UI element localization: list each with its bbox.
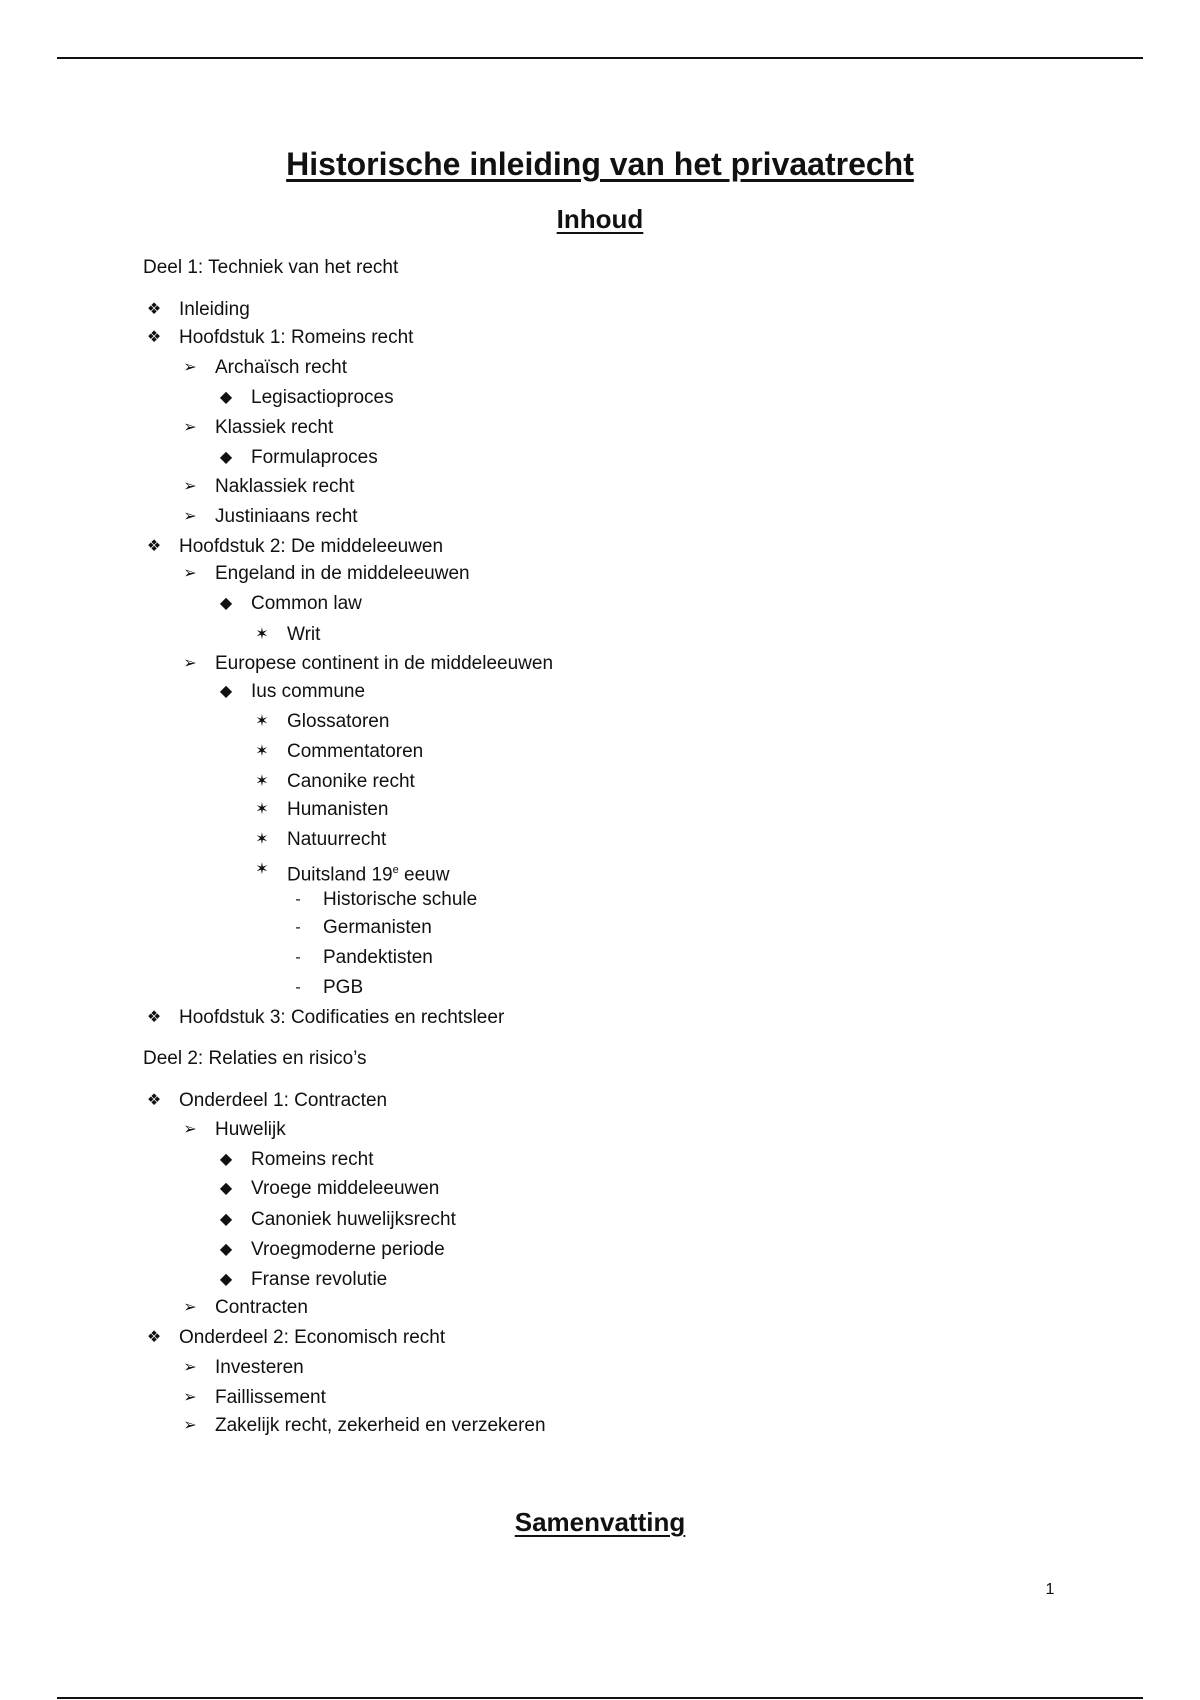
arrowhead-bullet-icon: ➢ (183, 419, 197, 436)
toc-item-text: Investeren (215, 1357, 304, 1378)
arrowhead-bullet-icon: ➢ (183, 1417, 197, 1434)
toc-item-text: Contracten (215, 1297, 308, 1318)
dash-bullet-icon: - (295, 949, 301, 966)
toc-item-label (251, 386, 394, 410)
dash-bullet-icon: - (295, 891, 301, 908)
toc-item-label (215, 1356, 304, 1380)
toc-item-text: Naklassiek recht (215, 476, 355, 497)
toc-item-text: Commentatoren (287, 741, 424, 762)
toc-item-text: Europese continent in de middeleeuwen (215, 653, 554, 674)
page-number: 1 (1045, 1581, 1055, 1598)
toc-item-text: Archaïsch recht (215, 357, 347, 378)
toc-item-text: Writ (287, 624, 321, 645)
diamond-cluster-bullet-icon: ❖ (146, 1009, 162, 1026)
contents-heading: Inhoud (556, 204, 644, 234)
toc-item-label (179, 1089, 387, 1113)
toc-item-label (323, 946, 433, 970)
toc-item-text: PGB (323, 977, 364, 998)
toc-item-label (215, 416, 333, 440)
toc-item-text: Hoofdstuk 2: De middeleeuwen (179, 536, 444, 557)
toc-item-label (251, 1238, 445, 1262)
toc-item-text: Formulaproces (251, 447, 378, 468)
toc-item-text: Natuurrecht (287, 829, 387, 850)
dash-bullet-icon: - (295, 919, 301, 936)
toc-item-label (215, 1414, 546, 1438)
toc-item-label (215, 475, 354, 499)
toc-item-label (215, 652, 553, 676)
toc-item-text: Historische schule (323, 889, 478, 910)
toc-item-suffix: eeuw (398, 864, 450, 886)
arrowhead-bullet-icon: ➢ (183, 359, 197, 376)
arrowhead-bullet-icon: ➢ (183, 1359, 197, 1376)
toc-item-text: Vroege middeleeuwen (251, 1178, 440, 1199)
solid-diamond-bullet-icon: ◆ (219, 1151, 233, 1168)
document-title: Historische inleiding van het privaatrecht (286, 146, 914, 182)
toc-item-text: Canonike recht (287, 771, 415, 792)
solid-diamond-bullet-icon: ◆ (219, 1180, 233, 1197)
toc-item-text: Ius commune (251, 681, 366, 702)
summary-heading: Samenvatting (514, 1507, 686, 1537)
toc-item-label (287, 740, 423, 764)
toc-item-label (215, 1296, 308, 1320)
toc-item-label (287, 858, 449, 887)
solid-diamond-bullet-icon: ◆ (219, 1241, 233, 1258)
toc-item-text: Zakelijk recht, zekerheid en verzekeren (215, 1415, 546, 1436)
toc-item-text: Faillissement (215, 1387, 326, 1408)
toc-item-label (251, 592, 362, 616)
star-bullet-icon: ✶ (255, 861, 269, 878)
toc-item-label (323, 888, 477, 912)
toc-item-label (287, 770, 415, 794)
toc-item-label (251, 680, 365, 704)
diamond-cluster-bullet-icon: ❖ (146, 1329, 162, 1346)
toc-item-label (287, 798, 388, 822)
star-bullet-icon: ✶ (255, 831, 269, 848)
toc-part-label: Deel 1: Techniek van het recht (143, 257, 399, 278)
arrowhead-bullet-icon: ➢ (183, 1121, 197, 1138)
arrowhead-bullet-icon: ➢ (183, 655, 197, 672)
toc-item-text: Canoniek huwelijksrecht (251, 1209, 456, 1230)
toc-item-text: Inleiding (179, 299, 250, 320)
toc-item-superscript: e (392, 864, 399, 876)
toc-item-label (287, 623, 320, 647)
arrowhead-bullet-icon: ➢ (183, 565, 197, 582)
toc-item-label (179, 326, 413, 350)
star-bullet-icon: ✶ (255, 773, 269, 790)
toc-item-text: Klassiek recht (215, 417, 334, 438)
toc-item-label (215, 356, 347, 380)
diamond-cluster-bullet-icon: ❖ (146, 329, 162, 346)
dash-bullet-icon: - (295, 979, 301, 996)
toc-item-label (179, 298, 250, 322)
toc-item-label (287, 828, 386, 852)
toc-item-text: Onderdeel 1: Contracten (179, 1090, 388, 1111)
header-rule (57, 57, 1143, 59)
toc-item-text: Duitsland 19 (287, 864, 393, 886)
toc-item-text: Justiniaans recht (215, 506, 358, 527)
star-bullet-icon: ✶ (255, 801, 269, 818)
toc-item-text: Romeins recht (251, 1149, 374, 1170)
toc-item-label (323, 916, 432, 940)
toc-item-text: Humanisten (287, 799, 389, 820)
toc-item-label (179, 1006, 504, 1030)
toc-item-label (287, 710, 389, 734)
toc-item-label (215, 1386, 326, 1410)
star-bullet-icon: ✶ (255, 626, 269, 643)
toc-item-text: Franse revolutie (251, 1269, 388, 1290)
diamond-cluster-bullet-icon: ❖ (146, 538, 162, 555)
toc-item-text: Germanisten (323, 917, 432, 938)
toc-item-label (215, 505, 358, 529)
toc-item-label (215, 1118, 286, 1142)
toc-item-label (251, 1148, 374, 1172)
footer-rule (57, 1697, 1143, 1699)
toc-item-text: Pandektisten (323, 947, 433, 968)
diamond-cluster-bullet-icon: ❖ (146, 301, 162, 318)
toc-item-text: Legisactioproces (251, 387, 394, 408)
solid-diamond-bullet-icon: ◆ (219, 389, 233, 406)
star-bullet-icon: ✶ (255, 713, 269, 730)
toc-item-text: Hoofdstuk 3: Codificaties en rechtsleer (179, 1007, 505, 1028)
diamond-cluster-bullet-icon: ❖ (146, 1092, 162, 1109)
arrowhead-bullet-icon: ➢ (183, 1299, 197, 1316)
arrowhead-bullet-icon: ➢ (183, 478, 197, 495)
toc-part-label: Deel 2: Relaties en risico’s (143, 1048, 367, 1069)
solid-diamond-bullet-icon: ◆ (219, 1271, 233, 1288)
toc-item-label (251, 446, 378, 470)
star-bullet-icon: ✶ (255, 743, 269, 760)
toc-item-text: Engeland in de middeleeuwen (215, 563, 470, 584)
toc-item-label (215, 562, 470, 586)
solid-diamond-bullet-icon: ◆ (219, 449, 233, 466)
toc-item-text: Common law (251, 593, 362, 614)
solid-diamond-bullet-icon: ◆ (219, 595, 233, 612)
solid-diamond-bullet-icon: ◆ (219, 1211, 233, 1228)
toc-item-label (251, 1268, 387, 1292)
toc-item-text: Vroegmoderne periode (251, 1239, 445, 1260)
toc-item-label (179, 535, 443, 559)
solid-diamond-bullet-icon: ◆ (219, 683, 233, 700)
toc-item-label (251, 1177, 439, 1201)
toc-item-text: Glossatoren (287, 711, 390, 732)
arrowhead-bullet-icon: ➢ (183, 1389, 197, 1406)
arrowhead-bullet-icon: ➢ (183, 508, 197, 525)
toc-item-label (251, 1208, 456, 1232)
toc-item-label (179, 1326, 445, 1350)
toc-item-text: Onderdeel 2: Economisch recht (179, 1327, 446, 1348)
toc-item-text: Huwelijk (215, 1119, 286, 1140)
toc-item-text: Hoofdstuk 1: Romeins recht (179, 327, 414, 348)
toc-item-label (323, 976, 363, 1000)
